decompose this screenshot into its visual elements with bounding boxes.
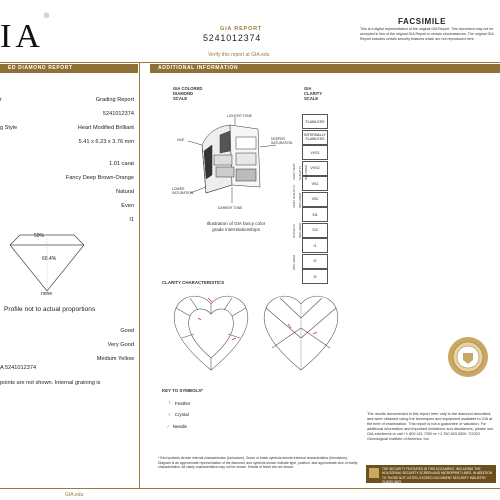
row-value: Very Good	[107, 342, 134, 348]
registered-mark: ®	[44, 13, 50, 20]
clarity-scale-title: GIA CLARITY SCALE	[304, 86, 323, 101]
profile-diagram	[0, 231, 140, 301]
needle-icon: ⁄	[168, 424, 169, 429]
clarity-grade-box: I1	[302, 238, 328, 253]
diagram-caption: Illustration of GIA fancy color grade interrelationships	[206, 221, 266, 232]
label-lighter-tone: LIGHTER TONE	[227, 114, 252, 118]
gia-logo: IA	[0, 18, 44, 55]
side-label-vvs: VERY VERY SLIGHTLY INCLUDED	[292, 163, 308, 180]
left-row	[0, 97, 138, 103]
clarity-grade-box: SI2	[302, 223, 328, 238]
row-value: Medium Yellow	[96, 356, 134, 362]
clarity-grade-box: VVS2	[302, 161, 328, 176]
key-needle: ⁄ Needle	[168, 424, 188, 429]
clarity-grade-box: I3	[302, 269, 328, 284]
colored-diamond-scale-title: GIA COLORED DIAMOND SCALE	[173, 86, 203, 101]
side-label-i: INCLUDED	[292, 254, 296, 270]
key-feather: ∖ Feather	[168, 400, 191, 406]
row-value: Natural	[115, 189, 134, 195]
row-value: 5.41 x 6.23 x 3.76 mm	[78, 139, 134, 145]
side-label-vs: VERY SLIGHTLY INCLUDED	[292, 184, 302, 208]
clarity-grade-box: VVS1	[302, 145, 328, 160]
security-hologram-icon	[369, 468, 379, 478]
row-value: Grading Report	[95, 97, 134, 103]
left-row	[0, 125, 138, 131]
security-note: THE SECURITY FEATURES IN THIS DOCUMENT, INCLUDING THE HOLOGRAM, SECURITY SCREEN AND MICROPRINT LINES, IN ADDITION TO THOSE NOT LISTED, EXCEED DOCUMENT SECURITY INDUSTRY GUIDELINES.	[366, 465, 496, 483]
gia-seal	[447, 336, 489, 378]
table-percent: 59%	[34, 233, 45, 239]
label-darker-tone: DARKER TONE	[218, 206, 243, 210]
row-value: Even	[121, 203, 134, 209]
report-label: GIA REPORT	[220, 26, 263, 32]
clarity-plot	[168, 288, 348, 378]
clarity-grade-box: FLAWLESS	[302, 114, 328, 129]
footer-rule	[0, 488, 500, 489]
footer-gia-link[interactable]: GIA.edu	[65, 492, 84, 498]
clarity-characteristics-title: CLARITY CHARACTERISTICS	[162, 280, 225, 285]
key-title: KEY TO SYMBOLS*	[162, 388, 203, 393]
inscription: A 5241012374	[0, 365, 37, 371]
label-deeper-saturation: DEEPER SATURATION	[271, 137, 293, 145]
left-band: ED DIAMOND REPORT	[0, 64, 138, 73]
label-hue: HUE	[177, 138, 185, 142]
row-value: Fancy Deep Brown-Orange	[65, 175, 134, 181]
footnote: * Red symbols denote internal characteristics (inclusions). Green or black symbols denote external characteristics (blemishes). Diagram is an approximate representation of the diamond, and symbols shown indicate type, position, and approximate size of clarity characteristics. All clarity characteristics may not be shown. Details of finish are not shown.	[158, 456, 358, 470]
row-value: Heart Modified Brilliant	[77, 125, 134, 131]
clarity-grade-box: VS1	[302, 176, 328, 191]
row-value: 1.01 carat	[109, 161, 134, 167]
row-label: r	[0, 97, 2, 103]
results-note: The results documented in this report refer only to the diamond described, and were obtained using the techniques and equipment available to GIA at the time of examination. This report is not a guarantee or valuation. For additional information and important limitations and disclaimers, please see GIA.edu/terms or call +1 800 421 7250 or +1 760 603 4500. ©2023 Gemological Institute of America, Inc.	[367, 412, 494, 441]
right-band: ADDITIONAL INFORMATION	[150, 64, 500, 73]
clarity-grade-box: INTERNALLY FLAWLESS	[302, 130, 328, 145]
row-value: I1	[129, 217, 134, 223]
comment: points are not shown. Internal graining is	[0, 380, 101, 386]
row-label: g Style	[0, 125, 18, 131]
report-number: 5241012374	[203, 33, 262, 43]
clarity-grade-box: I2	[302, 254, 328, 269]
label-lower-saturation: LOWER SATURATION	[172, 187, 194, 195]
key-crystal: ○ Crystal	[168, 412, 189, 417]
clarity-grade-box: VS2	[302, 192, 328, 207]
verify-link[interactable]: Verify this report at GIA.edu	[208, 52, 270, 58]
row-value: 5241012374	[102, 111, 134, 117]
feather-icon: ∖	[168, 400, 171, 405]
facsimile-note: This is a digital representation of the original GIA Report. This document may not be accepted in lieu of the original GIA Report in certain circumstances. The original GIA Report includes certain security features which are not reproduced here.	[360, 27, 494, 41]
clarity-grade-box: SI1	[302, 207, 328, 222]
side-label-si: SLIGHTLY INCLUDED	[292, 222, 302, 238]
culet-value: none	[41, 291, 53, 297]
row-value: Good	[120, 328, 134, 334]
facsimile-title: FACSIMILE	[398, 17, 447, 26]
crystal-icon: ○	[168, 412, 171, 417]
profile-caption: Profile not to actual proportions	[4, 306, 96, 313]
depth-percent: 60.4%	[42, 256, 57, 262]
